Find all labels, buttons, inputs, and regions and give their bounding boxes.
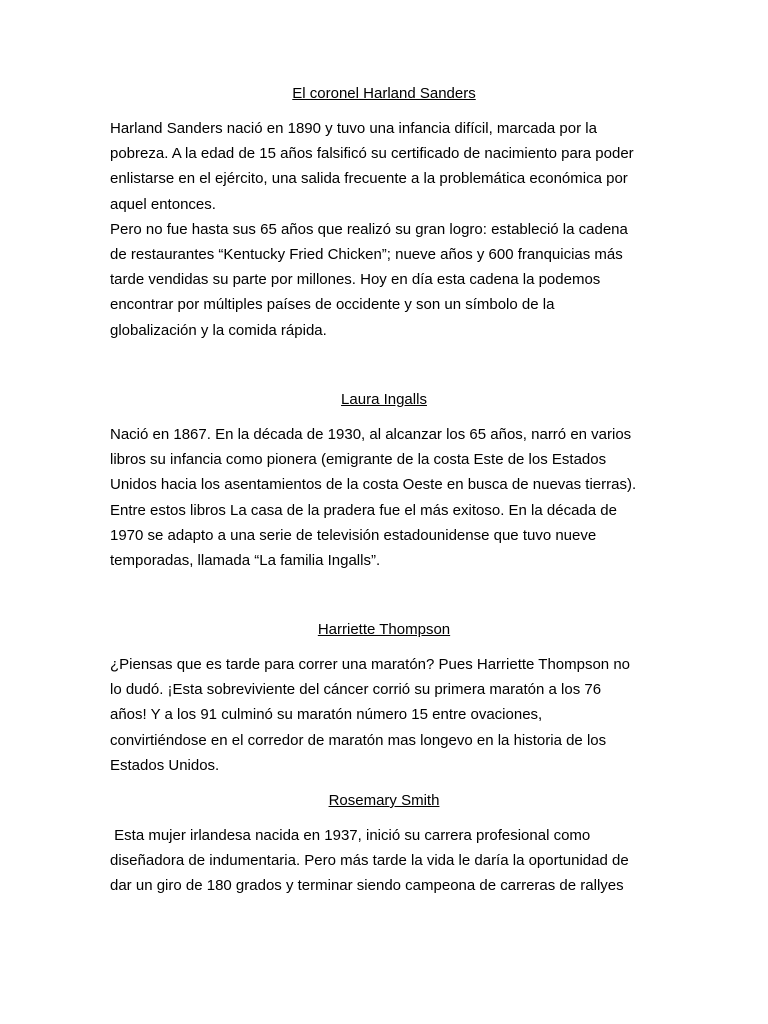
section-title-rosemary-smith: Rosemary Smith [328, 792, 440, 809]
body-line: años! Y a los 91 culminó su maratón número 15 entre ovaciones, [110, 706, 543, 724]
body-line: 1970 se adapto a una serie de televisión estadounidense que tuvo nueve [110, 526, 597, 544]
body-line: lo dudó. ¡Esta sobreviviente del cáncer corrió su primera maratón a los 76 [110, 681, 602, 699]
body-line: Harland Sanders nació en 1890 y tuvo una infancia difícil, marcada por la [110, 120, 597, 137]
body-line: Entre estos libros La casa de la pradera fue el más exitoso. En la década de [110, 501, 617, 519]
section-body-rosemary-smith [110, 823, 670, 899]
body-line: encontrar por múltiples países de occidente y son un símbolo de la [110, 296, 555, 314]
body-line: Nació en 1867. En la década de 1930, al alcanzar los 65 años, narró en varios [110, 426, 632, 443]
section-title-harriette-thompson: Harriette Thompson [317, 621, 451, 638]
section-body-harland-sanders [110, 116, 670, 343]
body-line: Unidos hacia los asentamientos de la costa Oeste en busca de nuevas tierras). [110, 476, 637, 494]
body-line: temporadas, llamada “La familia Ingalls”. [110, 552, 381, 570]
body-line: libros su infancia como pionera (emigrante de la costa Este de los Estados [110, 451, 607, 469]
body-line: dar un giro de 180 grados y terminar siendo campeona de carreras de rallyes [110, 877, 624, 895]
body-line: tarde vendidas su parte por millones. Hoy en día esta cadena la podemos [110, 271, 601, 289]
section-body-harriette-thompson [110, 652, 670, 778]
section-title-harland-sanders: El coronel Harland Sanders [292, 85, 476, 102]
body-line: diseñadora de indumentaria. Pero más tarde la vida le daría la oportunidad de [110, 852, 629, 870]
body-line: aquel entonces. [110, 195, 216, 213]
body-line: de restaurantes “Kentucky Fried Chicken”; nueve años y 600 franquicias más [110, 246, 623, 264]
body-line: Esta mujer irlandesa nacida en 1937, inició su carrera profesional como [110, 827, 591, 844]
body-line: pobreza. A la edad de 15 años falsificó su certificado de nacimiento para poder [110, 145, 634, 163]
body-line: globalización y la comida rápida. [110, 321, 327, 339]
body-line: Estados Unidos. [110, 756, 220, 774]
section-body-laura-ingalls [110, 422, 670, 573]
body-line: ¿Piensas que es tarde para correr una maratón? Pues Harriette Thompson no [110, 656, 631, 673]
body-line: enlistarse en el ejército, una salida frecuente a la problemática económica por [110, 170, 628, 188]
body-line: Pero no fue hasta sus 65 años que realizó su gran logro: estableció la cadena [110, 220, 628, 238]
section-title-laura-ingalls: Laura Ingalls [341, 391, 427, 408]
body-line: convirtiéndose en el corredor de maratón mas longevo en la historia de los [110, 731, 607, 749]
